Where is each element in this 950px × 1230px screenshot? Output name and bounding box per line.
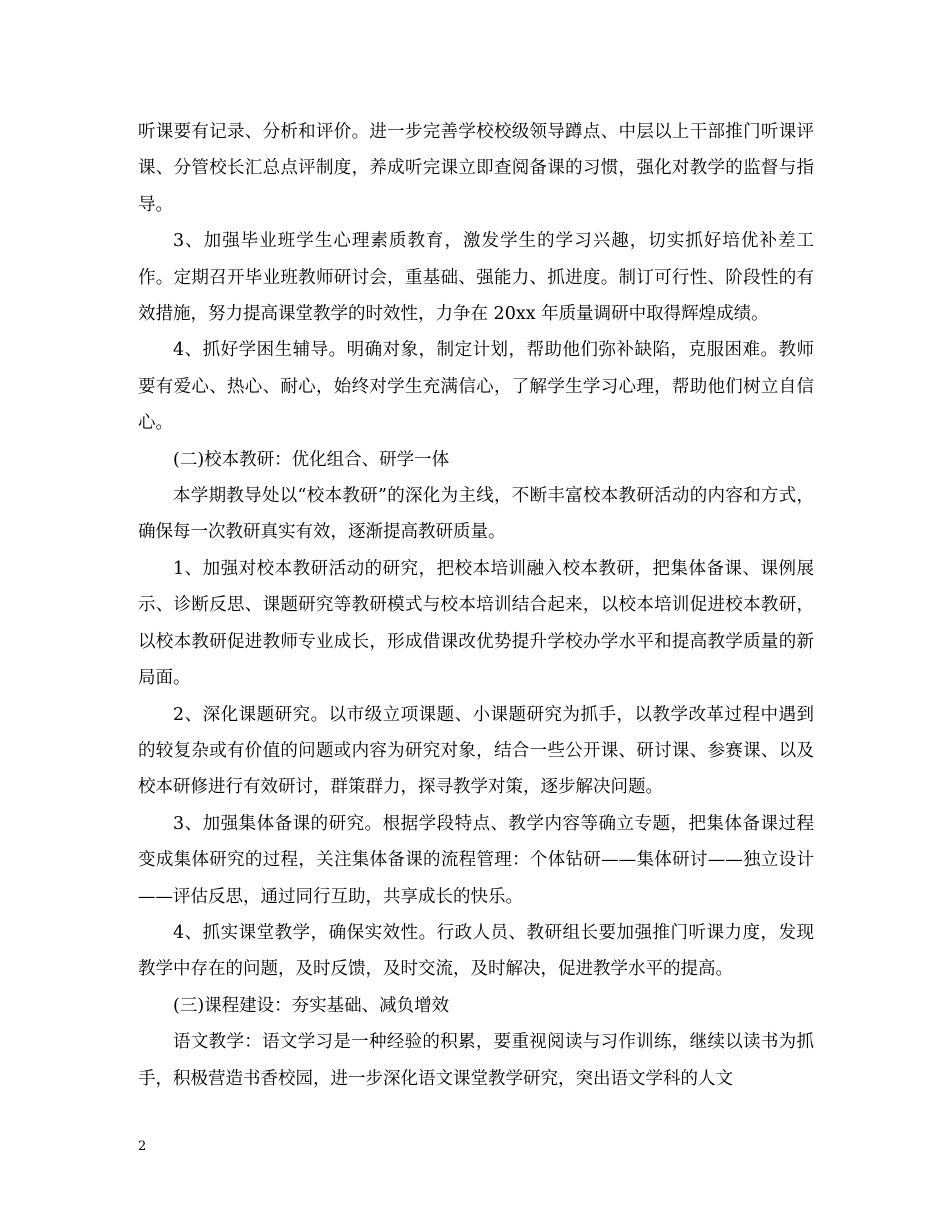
paragraph-research-item-1: 1、加强对校本教研活动的研究，把校本培训融入校本教研，把集体备课、课例展示、诊断反思、课题研究等教研模式与校本培训结合起来，以校本培训促进校本教研，以校本教研促进教师专业成长，形成借课改优势提升学校办学水平和提高教学质量的新局面。 xyxy=(138,558,814,689)
paragraph-item-4-struggling-students: 4、抓好学困生辅导。明确对象，制定计划，帮助他们弥补缺陷，克服困难。教师要有爱心、热心、耐心，始终对学生充满信心，了解学生学习心理，帮助他们树立自信心。 xyxy=(138,340,814,434)
paragraph-research-item-3: 3、加强集体备课的研究。根据学段特点、教学内容等确立专题，把集体备课过程变成集体研究的过程，关注集体备课的流程管理：个体钻研——集体研讨——独立设计——评估反思，通过同行互助，共享成长的快乐。 xyxy=(138,813,814,907)
paragraph-chinese-teaching: 语文教学：语文学习是一种经验的积累，要重视阅读与习作训练，继续以读书为抓手，积极营造书香校园，进一步深化语文课堂教学研究，突出语文学科的人文 xyxy=(138,1032,814,1089)
section-heading-curriculum: (三)课程建设：夯实基础、减负增效 xyxy=(173,995,450,1016)
page-number: 2 xyxy=(138,1139,147,1154)
paragraph-continuation: 听课要有记录、分析和评价。进一步完善学校校级领导蹲点、中层以上干部推门听课评课、分管校长汇总点评制度，养成听完课立即查阅备课的习惯，强化对教学的监督与指导。 xyxy=(138,122,814,215)
paragraph-school-research-intro: 本学期教导处以“校本教研”的深化为主线，不断丰富校本教研活动的内容和方式，确保每一次教研真实有效，逐渐提高教研质量。 xyxy=(138,486,814,543)
paragraph-research-item-2: 2、深化课题研究。以市级立项课题、小课题研究为抓手，以教学改革过程中遇到的较复杂或有价值的问题或内容为研究对象，结合一些公开课、研讨课、参赛课、以及校本研修进行有效研讨，群策群力，探寻教学对策，逐步解决问题。 xyxy=(138,704,814,798)
paragraph-research-item-4: 4、抓实课堂教学，确保实效性。行政人员、教研组长要加强推门听课力度，发现教学中存在的问题，及时反馈，及时交流，及时解决，促进教学水平的提高。 xyxy=(138,922,814,980)
paragraph-item-3-graduating-class: 3、加强毕业班学生心理素质教育，激发学生的学习兴趣，切实抓好培优补差工作。定期召开毕业班教师研讨会，重基础、强能力、抓进度。制订可行性、阶段性的有效措施，努力提高课堂教学的时效性，力争在 20xx 年质量调研中取得辉煌成绩。 xyxy=(138,231,814,325)
page-body xyxy=(138,114,814,1097)
section-heading-school-research: (二)校本教研：优化组合、研学一体 xyxy=(173,449,450,470)
